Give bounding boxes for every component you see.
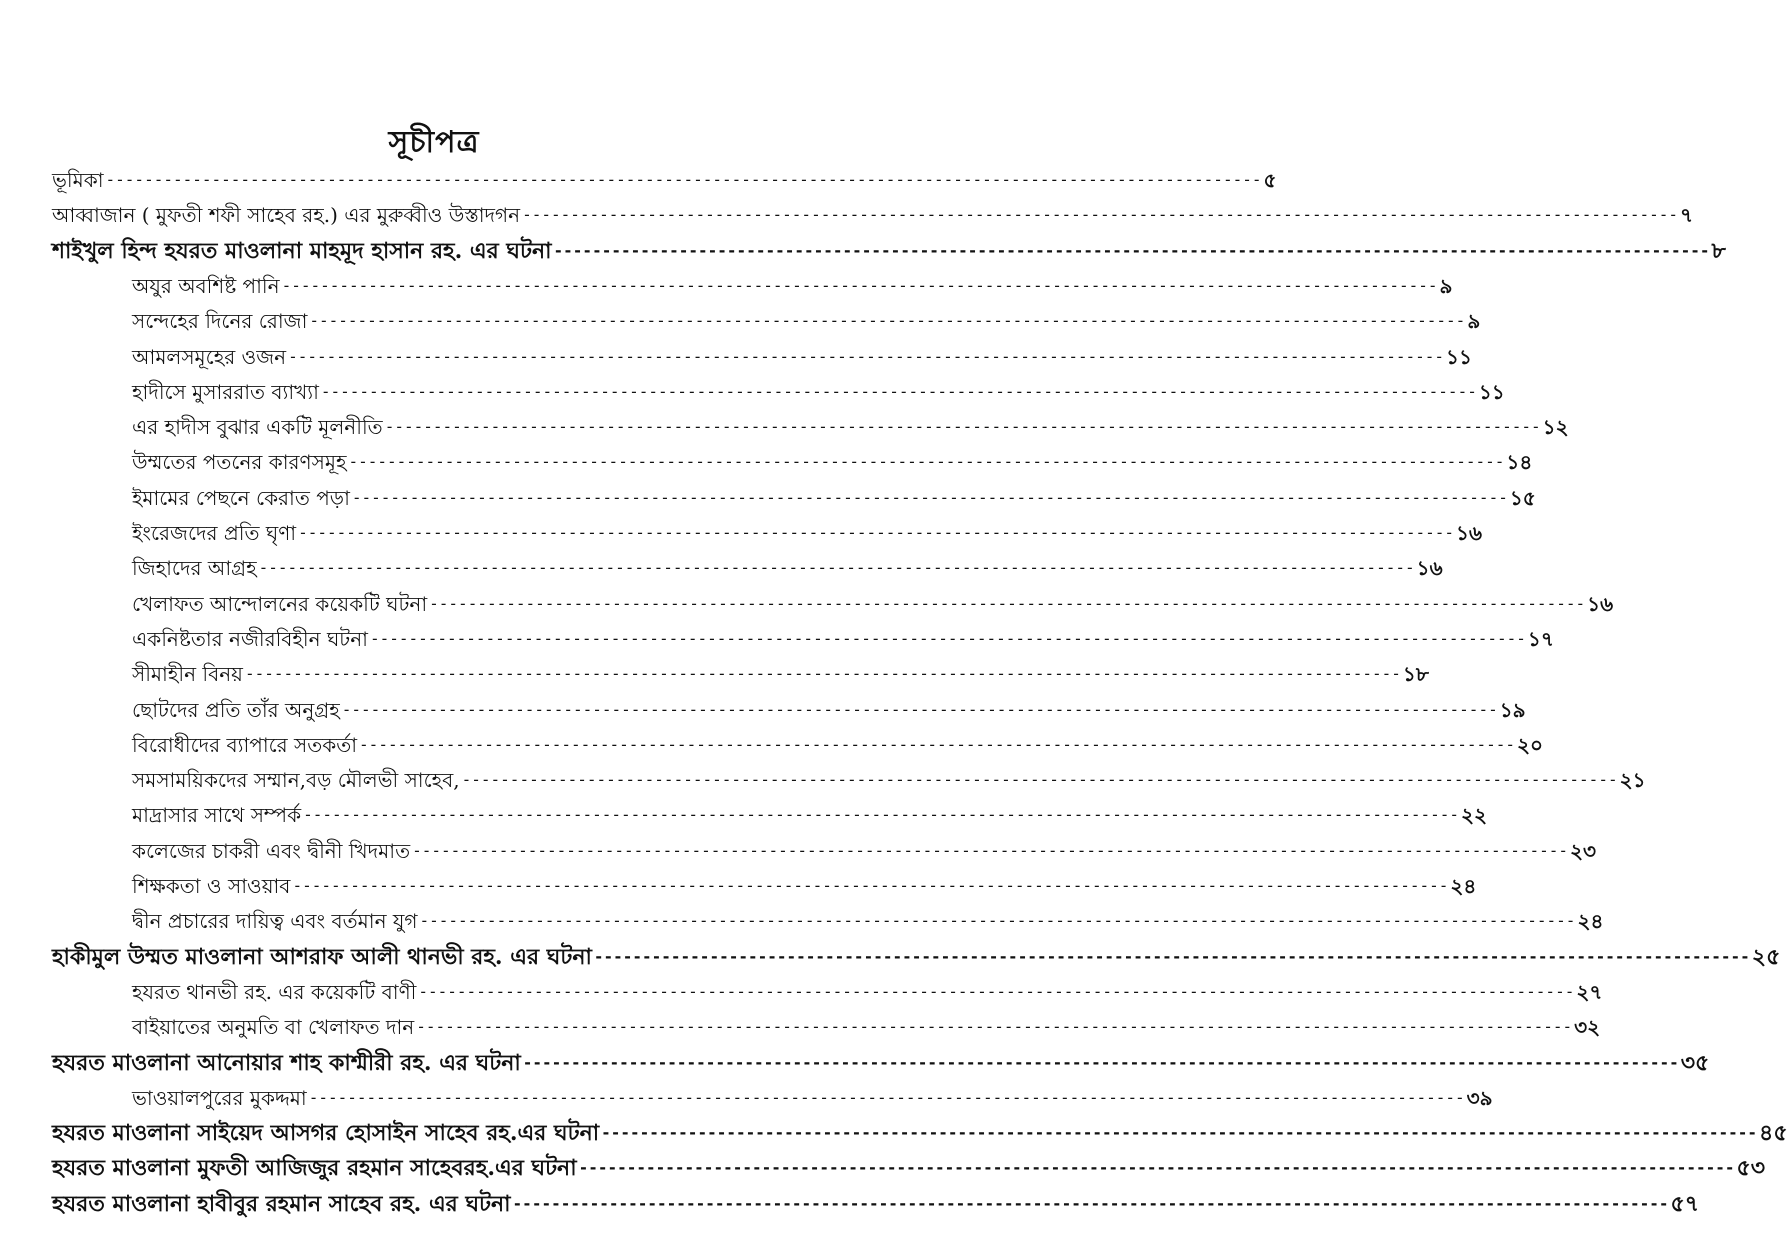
toc-entry-title: শিক্ষকতা ও সাওয়াব [132, 874, 291, 898]
toc-entry-page: ২৩ [1570, 838, 1597, 863]
dot-leader: ------------------------------------------------------------------------------------------------------------------------ [369, 628, 1526, 648]
toc-entry-title: শাইখুল হিন্দ হযরত মাওলানা মাহমূদ হাসান রহ. এর ঘটনা [52, 237, 552, 264]
toc-entry-page: ২২ [1461, 803, 1488, 828]
dot-leader: ------------------------------------------------------------------------------------------------------------------------ [384, 417, 1541, 437]
toc-entry-page: ২৫ [1751, 943, 1781, 970]
toc-entry-title: আমলসমূহের ওজন [132, 344, 287, 369]
toc-entry-page: ৫ [1263, 168, 1277, 192]
toc-entry [52, 195, 1694, 229]
dot-leader: ------------------------------------------------------------------------------------------------------------------------ [341, 699, 1498, 719]
toc-entry-title: ছোটদের প্রতি তাঁর অনুগ্রহ [132, 697, 340, 722]
toc-entry-title: খেলাফত আন্দোলনের কয়েকটি ঘটনা [132, 591, 428, 616]
dot-leader: ------------------------------------------------------------------------------------------------------------------------ [244, 664, 1401, 684]
toc-entry-page: ২৪ [1577, 909, 1604, 934]
toc-entry-page: ৫৭ [1670, 1190, 1700, 1217]
toc-entry-title: হযরত মাওলানা আনোয়ার শাহ কাশ্মীরী রহ. এর ঘটনা [52, 1049, 521, 1076]
dot-leader: ------------------------------------------------------------------------------------------------------------------------ [522, 1052, 1679, 1072]
toc-entry [132, 901, 1604, 935]
toc-entry [52, 937, 1781, 971]
dot-leader: ------------------------------------------------------------------------------------------------------------------------ [258, 558, 1415, 578]
toc-entry-page: ১৬ [1416, 556, 1443, 581]
toc-entry-title: ইমামের পেছনে কেরাত পড়া [132, 485, 350, 510]
dot-leader: ------------------------------------------------------------------------------------------------------------------------ [292, 876, 1449, 895]
toc-entry-page: ৩৫ [1680, 1049, 1710, 1076]
toc-entry-page: ২০ [1516, 732, 1543, 757]
toc-entry-page: ৯ [1439, 273, 1453, 298]
toc-entry-title: অযুর অবশিষ্ট পানি [132, 273, 280, 298]
toc-entry-title: হযরত মাওলানা সাইয়েদ আসগর হোসাইন সাহেব রহ.এর ঘটনা [52, 1120, 600, 1147]
dot-leader: ------------------------------------------------------------------------------------------------------------------------ [418, 981, 1575, 1001]
toc-entry-page: ১২ [1542, 415, 1569, 440]
toc-entry-title: সন্দেহের দিনের রোজা [132, 309, 308, 334]
dot-leader: ------------------------------------------------------------------------------------------------------------------------ [281, 275, 1438, 295]
toc-entry [132, 407, 1569, 441]
toc-entry-page: ৮ [1711, 237, 1726, 264]
toc-entry [132, 725, 1543, 759]
dot-leader: ------------------------------------------------------------------------------------------------------------------------ [578, 1158, 1735, 1178]
toc-entry [132, 690, 1526, 724]
toc-entry [132, 513, 1483, 547]
toc-entry-page: ১৫ [1509, 485, 1536, 510]
dot-leader: ------------------------------------------------------------------------------------------------------------------------ [288, 346, 1445, 366]
toc-entry-page: ৭ [1680, 203, 1694, 228]
toc-entry-title: কলেজের চাকরী এবং দ্বীনী খিদমাত [132, 838, 411, 863]
dot-leader: ------------------------------------------------------------------------------------------------------------------------ [105, 170, 1262, 189]
toc-entry [52, 1043, 1710, 1077]
toc-entry-title: হযরত থানভী রহ. এর কয়েকটি বাণী [132, 979, 417, 1004]
toc-entry-title: হযরত মাওলানা মুফতী আজিজুর রহমান সাহেবরহ.এর ঘটনা [52, 1155, 577, 1182]
toc-entry [132, 266, 1453, 300]
dot-leader: ------------------------------------------------------------------------------------------------------------------------ [553, 240, 1710, 260]
toc-entry-page: ৪৫ [1759, 1120, 1788, 1147]
dot-leader: ------------------------------------------------------------------------------------------------------------------------ [416, 1017, 1573, 1037]
dot-leader: ------------------------------------------------------------------------------------------------------------------------ [320, 381, 1477, 401]
dot-leader: ------------------------------------------------------------------------------------------------------------------------ [429, 593, 1586, 613]
toc-entry [132, 1078, 1493, 1112]
toc-entry [52, 1148, 1766, 1182]
dot-leader: ------------------------------------------------------------------------------------------------------------------------ [512, 1193, 1669, 1213]
toc-entry [132, 442, 1533, 476]
toc-entry [132, 301, 1481, 335]
dot-leader: ------------------------------------------------------------------------------------------------------------------------ [351, 487, 1508, 507]
toc-entry-title: বিরোধীদের ব্যাপারে সতকর্তা [132, 732, 358, 757]
toc-entry-title: ইংরেজদের প্রতি ঘৃণা [132, 521, 297, 545]
dot-leader: ------------------------------------------------------------------------------------------------------------------------ [298, 523, 1455, 542]
dot-leader: ------------------------------------------------------------------------------------------------------------------------ [461, 770, 1618, 790]
toc-entry [132, 972, 1603, 1006]
toc-entry-page: ৩২ [1574, 1015, 1601, 1040]
toc-entry [132, 831, 1597, 865]
dot-leader: ------------------------------------------------------------------------------------------------------------------------ [412, 840, 1569, 860]
toc-entry-title: একনিষ্টতার নজীরবিহীন ঘটনা [132, 626, 368, 651]
toc-entry-page: ১১ [1446, 344, 1473, 369]
toc-entry [132, 548, 1443, 582]
dot-leader: ------------------------------------------------------------------------------------------------------------------------ [601, 1123, 1758, 1143]
toc-entry-title: ভাওয়ালপুরের মুকদ্দমা [132, 1085, 307, 1110]
toc-entry-page: ১৮ [1402, 662, 1429, 687]
toc-entry [132, 337, 1473, 371]
toc-entry-title: দ্বীন প্রচারের দায়িত্ব এবং বর্তমান যুগ [132, 909, 418, 934]
dot-leader: ------------------------------------------------------------------------------------------------------------------------ [309, 311, 1466, 331]
toc-entry-title: হাকীমুল উম্মত মাওলানা আশরাফ আলী থানভী রহ. এর ঘটনা [52, 943, 592, 970]
toc-entry-title: মাদ্রাসার সাথে সম্পর্ক [132, 803, 302, 828]
toc-entry-page: ২৭ [1576, 979, 1603, 1004]
toc-entry [132, 1007, 1601, 1041]
toc-entry [132, 372, 1505, 406]
toc-entry-page: ১৭ [1527, 626, 1554, 651]
dot-leader: ------------------------------------------------------------------------------------------------------------------------ [303, 805, 1460, 825]
toc-entry [132, 478, 1536, 512]
toc-entry [52, 231, 1726, 265]
toc-entry-page: ১৬ [1587, 591, 1614, 616]
toc-entry-page: ৩৯ [1466, 1085, 1493, 1110]
toc-entry-title: সমসাময়িকদের সম্মান,বড় মৌলভী সাহেব, [132, 768, 460, 793]
toc-entry-title: উম্মতের পতনের কারণসমূহ [132, 450, 347, 475]
toc-entry-title: এর হাদীস বুঝার একটি মূলনীতি [132, 415, 383, 440]
dot-leader: ------------------------------------------------------------------------------------------------------------------------ [348, 452, 1505, 472]
toc-entry-page: ২১ [1619, 768, 1646, 793]
toc-entry [52, 1113, 1788, 1147]
toc-entry [132, 619, 1554, 653]
toc-entry-title: হযরত মাওলানা হাবীবুর রহমান সাহেব রহ. এর ঘটনা [52, 1190, 511, 1217]
toc-entry [132, 760, 1646, 794]
toc-entry-title: জিহাদের আগ্রহ [132, 556, 257, 581]
dot-leader: ------------------------------------------------------------------------------------------------------------------------ [308, 1087, 1465, 1107]
toc-entry-title: হাদীসে মুসাররাত ব্যাখ্যা [132, 379, 319, 404]
toc-entry [52, 1184, 1700, 1218]
toc-entry [132, 866, 1477, 900]
dot-leader: ------------------------------------------------------------------------------------------------------------------------ [359, 734, 1515, 754]
toc-entry [52, 160, 1277, 194]
dot-leader: ------------------------------------------------------------------------------------------------------------------------ [593, 946, 1750, 966]
toc-entry [132, 654, 1429, 688]
toc-entry-page: ৯ [1467, 309, 1481, 334]
dot-leader: ------------------------------------------------------------------------------------------------------------------------ [419, 911, 1576, 931]
toc-entry [132, 584, 1614, 618]
dot-leader: ------------------------------------------------------------------------------------------------------------------------ [522, 205, 1679, 225]
toc-entry-page: ১১ [1478, 379, 1505, 404]
toc-entry-title: আব্বাজান ( মুফতী শফী সাহেব রহ.) এর মুরুব্বীও উস্তাদগন [52, 203, 521, 228]
toc-entry-title: ভূমিকা [52, 168, 104, 192]
toc-entry [132, 795, 1488, 829]
toc-entry-page: ১৬ [1456, 521, 1483, 545]
toc-entry-page: ৫৩ [1736, 1155, 1766, 1182]
toc-entry-page: ২৪ [1450, 874, 1477, 898]
toc-entry-title: সীমাহীন বিনয় [132, 662, 243, 687]
toc-entry-page: ১৪ [1506, 450, 1533, 475]
toc-entry-page: ১৯ [1499, 697, 1526, 722]
page-title: সূচীপত্র [388, 125, 480, 160]
toc-entry-title: বাইয়াতের অনুমতি বা খেলাফত দান [132, 1015, 415, 1040]
